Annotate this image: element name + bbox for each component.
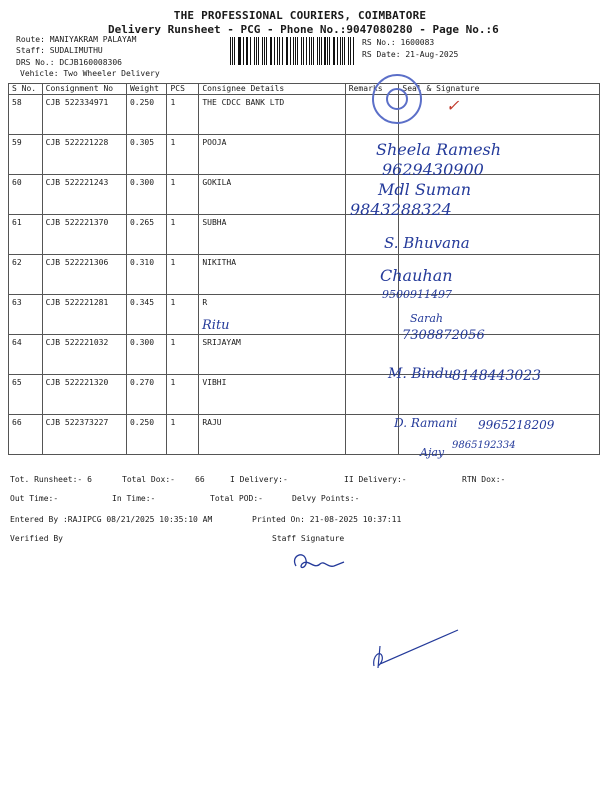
cell-consignee: R xyxy=(199,295,345,335)
cell-consignment: CJB 522221281 xyxy=(42,295,126,335)
i-delivery: I Delivery:- xyxy=(230,475,288,484)
barcode-bar xyxy=(266,37,267,65)
cell-consignment: CJB 522334971 xyxy=(42,95,126,135)
cell-pcs: 1 xyxy=(167,95,199,135)
cell-weight: 0.265 xyxy=(126,215,166,255)
cell-pcs: 1 xyxy=(167,295,199,335)
signature-pooja: Sheela Ramesh xyxy=(376,140,502,159)
cell-consignee: RAJU xyxy=(199,415,345,455)
cell-pcs: 1 xyxy=(167,175,199,215)
total-runsheet: Tot. Runsheet:- 6 xyxy=(10,475,92,484)
cell-weight: 0.270 xyxy=(126,375,166,415)
route-label: Route: MANIYAKRAM PALAYAM xyxy=(16,35,137,44)
cell-signature xyxy=(399,95,600,135)
vehicle-label: Vehicle: Two Wheeler Delivery xyxy=(20,69,160,78)
header-signature: Seal & Signature xyxy=(399,84,600,95)
barcode xyxy=(230,37,356,65)
runsheet-title: Delivery Runsheet - PCG - Phone No.:9047080280 - Page No.:6 xyxy=(108,23,499,36)
cell-weight: 0.310 xyxy=(126,255,166,295)
cell-pcs: 1 xyxy=(167,335,199,375)
cell-sno: 60 xyxy=(9,175,43,215)
barcode-bar xyxy=(301,37,302,65)
barcode-bar xyxy=(317,37,318,65)
table-row xyxy=(9,135,600,175)
barcode-bar xyxy=(303,37,304,65)
barcode-bar xyxy=(282,37,283,65)
cell-weight: 0.250 xyxy=(126,415,166,455)
cell-consignment: CJB 522221243 xyxy=(42,175,126,215)
rs-date: RS Date: 21-Aug-2025 xyxy=(362,50,459,59)
entered-by: Entered By :RAJIPCG 08/21/2025 10:35:10 AM xyxy=(10,515,213,524)
phone-raju: 9865192334 xyxy=(452,440,516,451)
cell-consignee: THE CDCC BANK LTD xyxy=(199,95,345,135)
barcode-bar xyxy=(254,37,255,65)
cell-consignment: CJB 522373227 xyxy=(42,415,126,455)
table-row xyxy=(9,175,600,215)
header-consignment: Consignment No xyxy=(42,84,126,95)
table-row xyxy=(9,95,600,135)
printed-on: Printed On: 21-08-2025 10:37:11 xyxy=(252,515,402,524)
barcode-bar xyxy=(250,37,251,65)
phone-nikitha: 9500911497 xyxy=(382,288,452,301)
cell-weight: 0.300 xyxy=(126,335,166,375)
signature-nikitha: Chauhan xyxy=(380,266,453,285)
phone-pooja: 9629430900 xyxy=(382,160,484,179)
cell-consignment: CJB 522221370 xyxy=(42,215,126,255)
barcode-bar xyxy=(311,37,312,65)
cell-weight: 0.305 xyxy=(126,135,166,175)
phone-gokila: 9843288324 xyxy=(350,200,452,219)
phone-srijayam: 8148443023 xyxy=(452,368,542,384)
table-row xyxy=(9,255,600,295)
signature-srijayam: M. Bindu xyxy=(388,366,453,382)
cell-pcs: 1 xyxy=(167,135,199,175)
cell-pcs: 1 xyxy=(167,255,199,295)
cell-pcs: 1 xyxy=(167,215,199,255)
cell-consignee: POOJA xyxy=(199,135,345,175)
cell-consignment: CJB 522221228 xyxy=(42,135,126,175)
cell-sno: 59 xyxy=(9,135,43,175)
signature-gokila: Mdl Suman xyxy=(378,180,472,199)
total-dox-value: 66 xyxy=(195,475,205,484)
signature-subha: S. Bhuvana xyxy=(384,234,470,252)
barcode-bar xyxy=(329,37,330,65)
cell-sno: 66 xyxy=(9,415,43,455)
barcode-bar xyxy=(230,37,231,65)
total-dox-label: Total Dox:- xyxy=(122,475,175,484)
barcode-bar xyxy=(348,37,349,65)
cell-weight: 0.300 xyxy=(126,175,166,215)
ii-delivery: II Delivery:- xyxy=(344,475,407,484)
rs-number: RS No.: 1600083 xyxy=(362,38,435,47)
cell-consignee: SRIJAYAM xyxy=(199,335,345,375)
consignee-name-handwritten: Ritu xyxy=(202,318,230,333)
delvy-points: Delvy Points:- xyxy=(292,494,360,503)
barcode-bar xyxy=(277,37,278,65)
barcode-bar xyxy=(324,37,325,65)
cell-sno: 65 xyxy=(9,375,43,415)
barcode-bar xyxy=(344,37,345,65)
barcode-bar xyxy=(239,37,240,65)
signature-raju: Ajay xyxy=(420,446,445,459)
pen-scribble-mark xyxy=(366,626,466,672)
staff-signature-label: Staff Signature xyxy=(272,534,345,543)
cell-consignee: VIBHI xyxy=(199,375,345,415)
signature-r: Sarah xyxy=(410,312,443,325)
in-time: In Time:- xyxy=(112,494,156,503)
phone-vibhi: 9965218209 xyxy=(478,418,555,432)
barcode-bar xyxy=(274,37,275,65)
runsheet-table xyxy=(8,83,600,455)
cell-pcs: 1 xyxy=(167,415,199,455)
cell-sno: 61 xyxy=(9,215,43,255)
header-remarks: Remarks xyxy=(345,84,399,95)
staff-signature-mark xyxy=(288,548,348,578)
cell-consignment: CJB 522221306 xyxy=(42,255,126,295)
cell-sno: 64 xyxy=(9,335,43,375)
cell-weight: 0.345 xyxy=(126,295,166,335)
cell-consignee: NIKITHA xyxy=(199,255,345,295)
header-consignee: Consignee Details xyxy=(199,84,345,95)
drs-number: DRS No.: DCJB160008306 xyxy=(16,58,122,67)
bank-seal-stamp xyxy=(372,74,422,124)
out-time: Out Time:- xyxy=(10,494,59,503)
signature-vibhi: D. Ramani xyxy=(394,416,458,430)
header-pcs: PCS xyxy=(167,84,199,95)
cell-consignment: CJB 522221320 xyxy=(42,375,126,415)
rtn-dox: RTN Dox:- xyxy=(462,475,506,484)
table-row xyxy=(9,215,600,255)
total-pod: Total POD:- xyxy=(210,494,263,503)
barcode-bar xyxy=(258,37,259,65)
cell-weight: 0.250 xyxy=(126,95,166,135)
initials-mark: ✓ xyxy=(446,96,460,115)
table-header-row xyxy=(9,84,600,95)
cell-consignment: CJB 522221032 xyxy=(42,335,126,375)
table-row xyxy=(9,295,600,335)
cell-sno: 63 xyxy=(9,295,43,335)
cell-sno: 62 xyxy=(9,255,43,295)
barcode-bar xyxy=(290,37,291,65)
barcode-bar xyxy=(337,37,338,65)
cell-consignee: SUBHA xyxy=(199,215,345,255)
header-weight: Weight xyxy=(126,84,166,95)
barcode-bar xyxy=(238,37,239,65)
verified-by: Verified By xyxy=(10,534,63,543)
cell-remarks xyxy=(345,415,399,455)
staff-label: Staff: SUDALIMUTHU xyxy=(16,46,103,55)
company-title: THE PROFESSIONAL COURIERS, COIMBATORE xyxy=(173,9,427,22)
phone-r: 7308872056 xyxy=(402,328,485,343)
header-sno: S No. xyxy=(9,84,43,95)
cell-sno: 58 xyxy=(9,95,43,135)
cell-pcs: 1 xyxy=(167,375,199,415)
cell-consignee: GOKILA xyxy=(199,175,345,215)
